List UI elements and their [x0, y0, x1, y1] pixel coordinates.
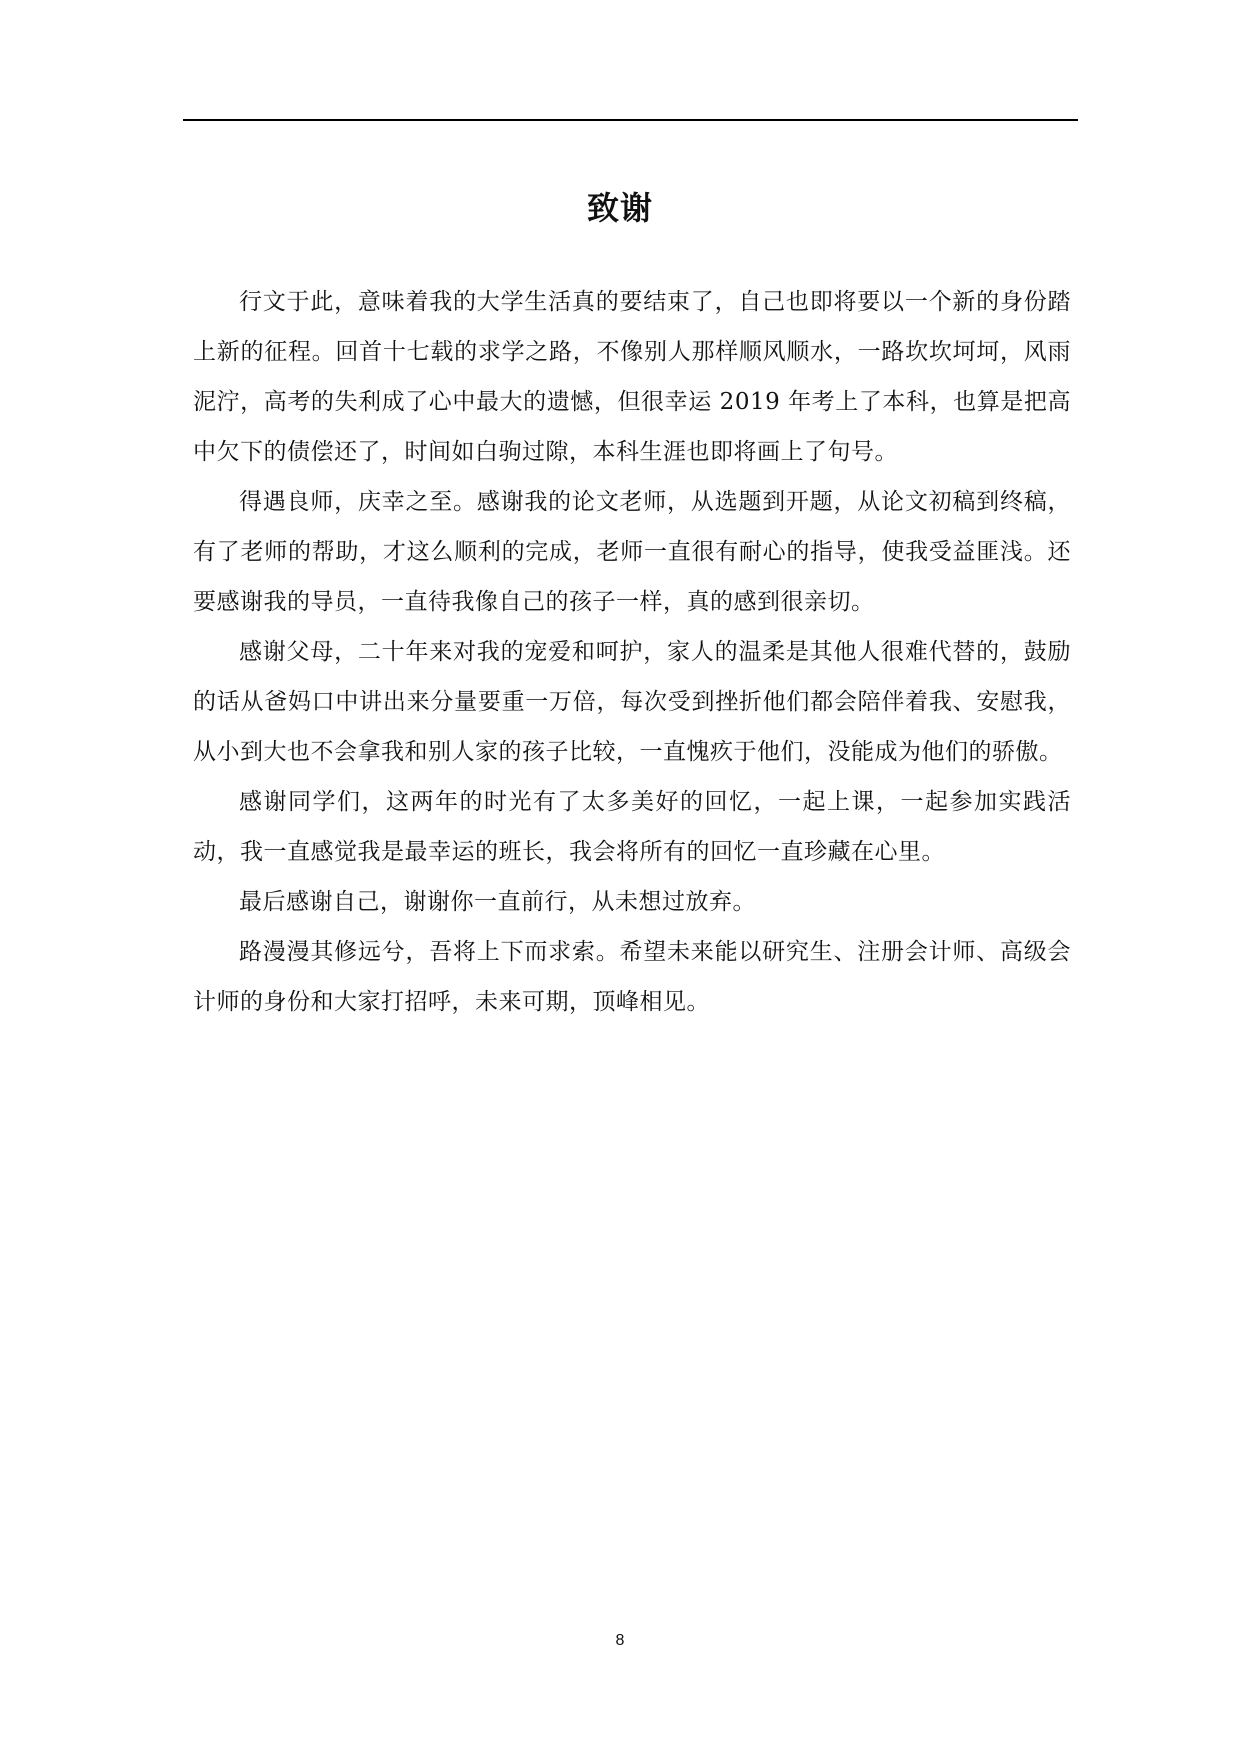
page-number: 8 — [615, 1632, 625, 1649]
page-title: 致谢 — [586, 189, 653, 227]
paragraph-teachers: 得遇良师，庆幸之至。感谢我的论文老师，从选题到开题，从论文初稿到终稿，有了老师的帮助，才这么顺利的完成，老师一直很有耐心的指导，使我受益匪浅。还要感谢我的导员，一直待我像自己的孩子一样，真的感到很亲切。 — [193, 489, 1071, 615]
paragraph-intro: 行文于此，意味着我的大学生活真的要结束了，自己也即将要以一个新的身份踏上新的征程。回首十七载的求学之路，不像别人那样顺风顺水，一路坎坎坷坷，风雨泥泞，高考的失利成了心中最大的遗憾，但很幸运 2019 年考上了本科，也算是把高中欠下的债偿还了，时间如白驹过隙，本科生涯也即将画上了句号。 — [193, 289, 1071, 465]
paragraph-closing: 路漫漫其修远兮，吾将上下而求索。希望未来能以研究生、注册会计师、高级会计师的身份和大家打招呼，未来可期，顶峰相见。 — [193, 939, 1071, 1015]
paragraph-self: 最后感谢自己，谢谢你一直前行，从未想过放弃。 — [239, 889, 756, 915]
acknowledgement-body — [193, 277, 1071, 1027]
paragraph-classmates: 感谢同学们，这两年的时光有了太多美好的回忆，一起上课，一起参加实践活动，我一直感觉我是最幸运的班长，我会将所有的回忆一直珍藏在心里。 — [193, 789, 1071, 865]
paragraph-parents: 感谢父母，二十年来对我的宠爱和呵护，家人的温柔是其他人很难代替的，鼓励的话从爸妈口中讲出来分量要重一万倍，每次受到挫折他们都会陪伴着我、安慰我，从小到大也不会拿我和别人家的孩子比较，一直愧疚于他们，没能成为他们的骄傲。 — [193, 639, 1071, 765]
header-rule — [183, 119, 1078, 121]
